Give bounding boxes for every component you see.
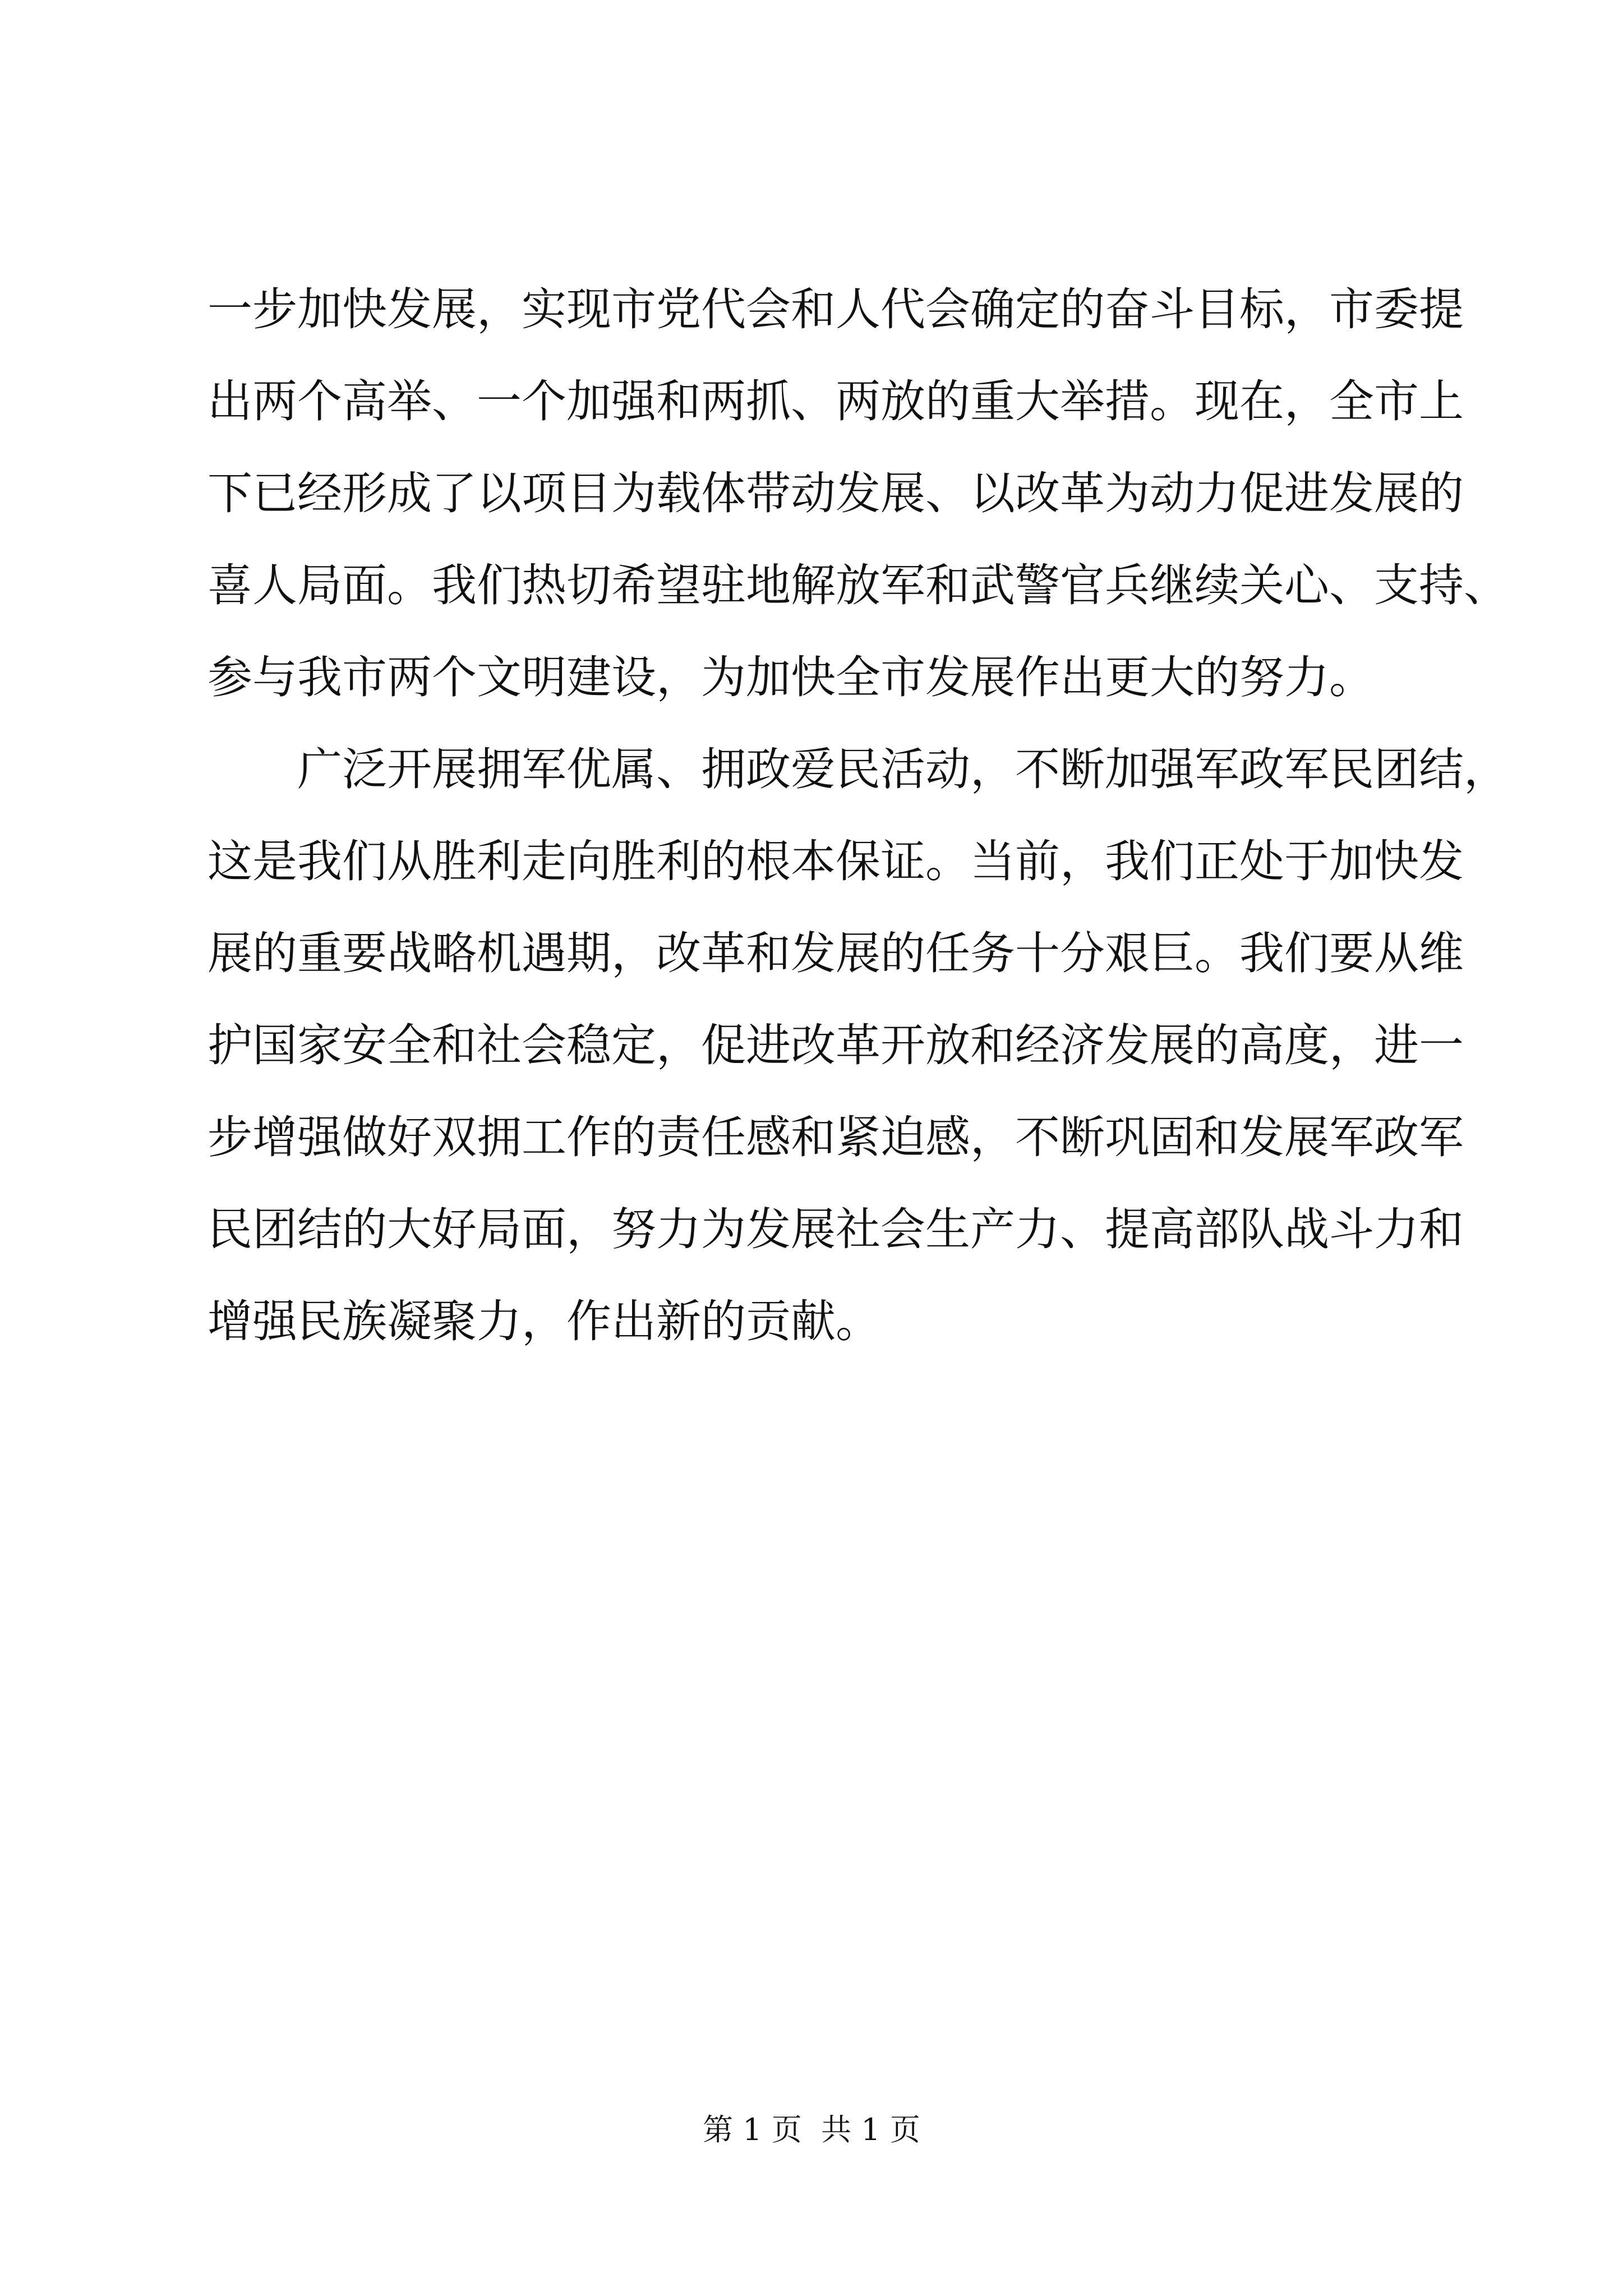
page-number: 第 1 页 共 1 页: [703, 2112, 920, 2147]
paragraph-line: 参与我市两个文明建设，为加快全市发展作出更大的努力。: [208, 651, 1374, 703]
paragraph-line: 一步加快发展，实现市党代会和人代会确定的奋斗目标，市委提: [208, 283, 1464, 335]
paragraph-line: 出两个高举、一个加强和两抓、两放的重大举措。现在，全市上: [208, 375, 1464, 427]
paragraph-line: 护国家安全和社会稳定，促进改革开放和经济发展的高度，进一: [208, 1019, 1464, 1071]
paragraph-line: 广泛开展拥军优属、拥政爱民活动，不断加强军政军民团结，: [297, 743, 1509, 795]
document-body: [208, 264, 1509, 1368]
paragraph-line: 步增强做好双拥工作的责任感和紧迫感，不断巩固和发展军政军: [208, 1111, 1464, 1163]
paragraph-line: 喜人局面。我们热切希望驻地解放军和武警官兵继续关心、支持、: [208, 559, 1509, 611]
paragraph-1: [208, 264, 1509, 724]
paragraph-line: 展的重要战略机遇期，改革和发展的任务十分艰巨。我们要从维: [208, 927, 1464, 979]
paragraph-line: 下已经形成了以项目为载体带动发展、以改革为动力促进发展的: [208, 467, 1464, 519]
page-footer: [0, 2110, 1623, 2150]
paragraph-2: [208, 724, 1509, 1368]
paragraph-line: 民团结的大好局面，努力为发展社会生产力、提高部队战斗力和: [208, 1203, 1464, 1255]
paragraph-line: 这是我们从胜利走向胜利的根本保证。当前，我们正处于加快发: [208, 835, 1464, 887]
paragraph-line: 增强民族凝聚力，作出新的贡献。: [208, 1295, 880, 1347]
